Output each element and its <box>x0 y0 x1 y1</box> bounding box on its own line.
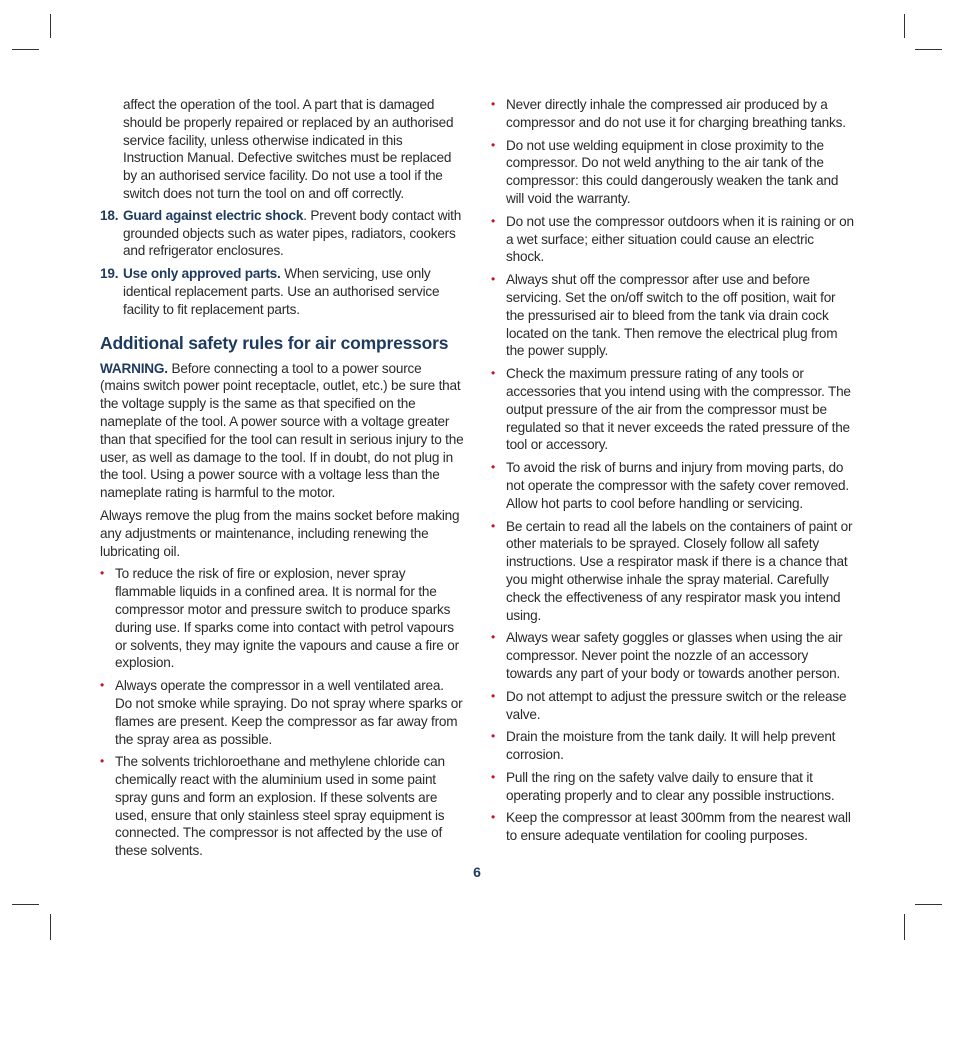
crop-mark <box>904 14 905 38</box>
bullet-icon: • <box>491 810 496 825</box>
item-body <box>123 265 464 318</box>
list-item <box>491 769 855 805</box>
warning-text: Before connecting a tool to a power source (mains switch power point receptacle, outlet, etc.) be sure that the voltage supply is the same as that specified on the nameplate of the tool. A power source with a voltage greater than that specified for the tool can result in serious injury to the user, as well as damage to the tool. If in doubt, do not plug in the tool. Using a power source with a voltage less than the nameplate rating is harmful to the motor. <box>100 360 464 501</box>
list-item <box>491 365 855 454</box>
crop-mark <box>915 49 942 50</box>
warning-label: WARNING. <box>100 360 168 376</box>
list-item <box>491 688 855 724</box>
continuation-paragraph: affect the operation of the tool. A part that is damaged should be properly repaired or replaced by an authorised service facility, unless otherwise indicated in this Instruction Manual. Defective switches must be replaced by an authorised service facility. Do not use a tool if the switch does not turn the tool on and off correctly. <box>123 97 454 201</box>
bullet-icon: • <box>491 97 496 111</box>
warning-paragraph <box>100 360 464 502</box>
item-text: . Prevent body contact with grounded objects such as water pipes, radiators, cookers and refrigerator enclosures. <box>123 207 462 259</box>
right-column <box>491 96 855 850</box>
list-item-text: Never directly inhale the compressed air produced by a compressor and do not use it for charging breathing tanks. <box>506 97 846 130</box>
item-body <box>123 207 464 260</box>
bullet-icon: • <box>100 566 105 581</box>
list-item <box>491 213 855 266</box>
bullet-list <box>100 565 464 860</box>
list-item-text: Do not attempt to adjust the pressure switch or the release valve. <box>506 688 847 722</box>
list-item <box>491 629 855 682</box>
bullet-icon: • <box>491 272 496 287</box>
numbered-item-19 <box>100 265 464 318</box>
left-column <box>100 96 464 865</box>
list-item-text: Always operate the compressor in a well ventilated area. Do not smoke while spraying. Do not spray where sparks or flames are present. Keep the compressor as far away from the spray area as possible. <box>115 678 463 747</box>
list-item-text: Do not use welding equipment in close proximity to the compressor. Do not weld anything to the air tank of the compressor: this could dangerously weaken the tank and will void the warranty. <box>506 137 839 206</box>
crop-mark <box>12 904 39 905</box>
item-number: 18. <box>100 207 119 223</box>
list-item-text: Drain the moisture from the tank daily. It will help prevent corrosion. <box>506 729 836 763</box>
page-number: 6 <box>473 864 481 880</box>
list-item <box>491 137 855 208</box>
item-text: When servicing, use only identical replacement parts. Use an authorised service facility to fit replacement parts. <box>123 266 440 317</box>
crop-mark <box>915 904 942 905</box>
list-item <box>491 271 855 360</box>
bullet-icon: • <box>491 769 496 784</box>
item-number: 19. <box>100 266 119 282</box>
bullet-icon: • <box>491 366 496 381</box>
list-item-text: Always wear safety goggles or glasses when using the air compressor. Never point the nozzle of an accessory towards any part of your body or towards another person. <box>506 630 843 681</box>
numbered-item-18 <box>100 207 464 260</box>
bullet-icon: • <box>491 688 496 703</box>
list-item <box>100 753 464 860</box>
bullet-icon: • <box>100 678 105 693</box>
body-paragraph: Always remove the plug from the mains socket before making any adjustments or maintenance, including renewing the lubricating oil. <box>100 507 460 559</box>
bullet-icon: • <box>491 137 496 152</box>
list-item-text: To reduce the risk of fire or explosion, never spray flammable liquids in a confined area. It is normal for the compressor motor and pressure switch to produce sparks during use. If sparks come into contact with petrol vapours or solvents, they may ignite the vapours and cause a fire or explosion. <box>115 566 459 671</box>
bullet-icon: • <box>491 630 496 645</box>
crop-mark <box>12 49 39 50</box>
crop-mark <box>50 914 51 940</box>
bullet-icon: • <box>491 460 496 475</box>
list-item <box>491 459 855 512</box>
list-item <box>491 809 855 845</box>
crop-mark <box>904 914 905 940</box>
list-item-text: Do not use the compressor outdoors when it is raining or on a wet surface; either situation could cause an electric shock. <box>506 213 854 265</box>
bullet-icon: • <box>100 754 105 769</box>
list-item-text: Keep the compressor at least 300mm from the nearest wall to ensure adequate ventilation for cooling purposes. <box>506 810 851 844</box>
list-item <box>100 565 464 672</box>
list-item-text: Check the maximum pressure rating of any tools or accessories that you intend using with the compressor. The output pressure of the air from the compressor must be regulated so that it never exceeds the rated pressure of the tool or accessory. <box>506 366 851 453</box>
bullet-list <box>491 96 855 845</box>
list-item-text: The solvents trichloroethane and methylene chloride can chemically react with the aluminium used in some paint spray guns and form an explosion. If these solvents are used, ensure that only stainless steel spray equipment is connected. The compressor is not affected by the use of these solvents. <box>115 754 445 859</box>
list-item <box>491 96 855 132</box>
list-item-text: Always shut off the compressor after use and before servicing. Set the on/off switch to the off position, wait for the pressurised air to bleed from the tank via drain cock located on the tank. Then remove the electrical plug from the power supply. <box>506 272 838 359</box>
list-item <box>491 518 855 625</box>
section-heading: Additional safety rules for air compressors <box>100 332 449 353</box>
list-item-text: To avoid the risk of burns and injury from moving parts, do not operate the compressor with the safety cover removed. Allow hot parts to cool before handling or servicing. <box>506 460 849 511</box>
item-title: Use only approved parts. <box>123 266 281 282</box>
bullet-icon: • <box>491 729 496 744</box>
list-item-text: Pull the ring on the safety valve daily to ensure that it operating properly and to clear any possible instructions. <box>506 769 835 803</box>
list-item <box>491 728 855 764</box>
bullet-icon: • <box>491 518 496 533</box>
crop-mark <box>50 14 51 38</box>
list-item <box>100 677 464 748</box>
list-item-text: Be certain to read all the labels on the containers of paint or other materials to be sprayed. Closely follow all safety instructions. Use a respirator mask if there is a chance that you might otherwise inhale the spray material. Carefully check the effectiveness of any respirator mask you intend using. <box>506 518 853 623</box>
bullet-icon: • <box>491 213 496 228</box>
item-title: Guard against electric shock <box>123 207 304 223</box>
